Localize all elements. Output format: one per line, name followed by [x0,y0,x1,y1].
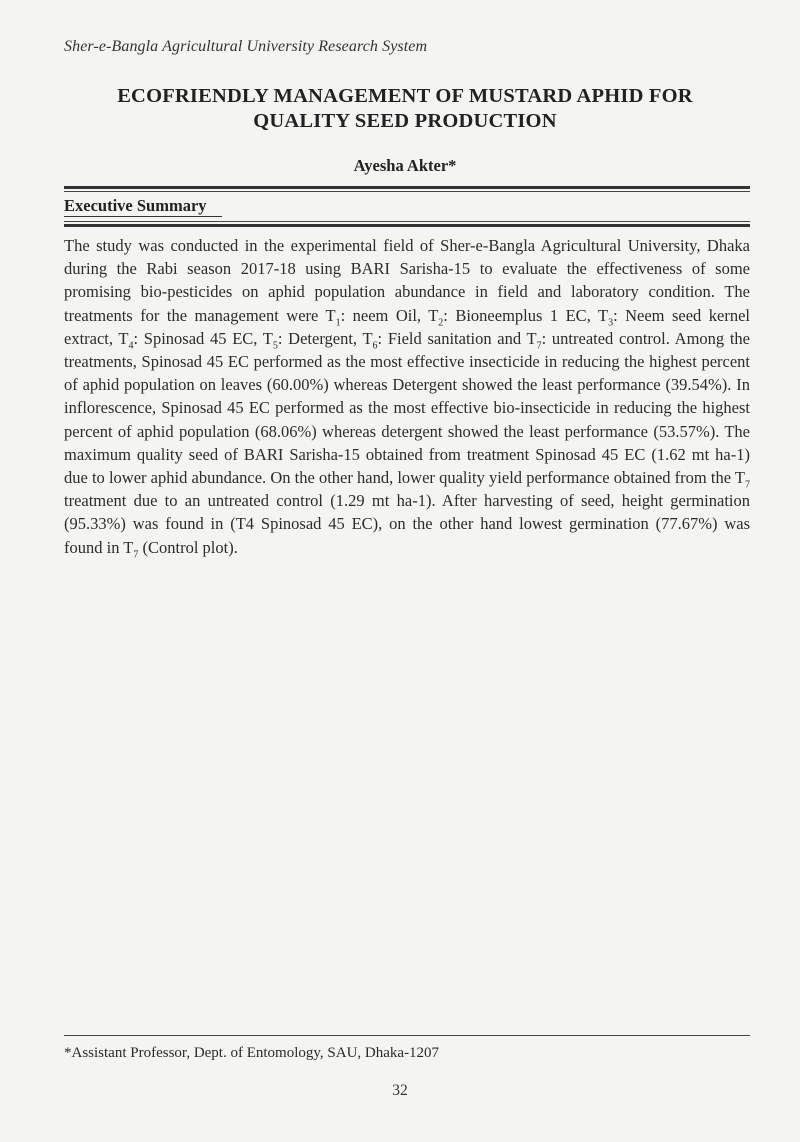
subscript: 7 [133,548,139,560]
summary-text: (Control plot). [138,537,238,557]
summary-text: : untreated control. Among the treatments, Spinosad 45 EC performed as the most effective insecticide in reducing the highest percent of aphid population on leaves (60.00%) whereas Detergent showed the least performance (39.54%). In inflorescence, Spinosad 45 EC performed as the most effective bio-insecticide in reducing the highest percent of aphid population (68.06%) whereas detergent showed the least performance (53.57%). The maximum quality seed of BARI Sarisha-15 obtained from treatment Spinosad 45 EC (1.62 mt ha-1) due to lower aphid abundance. On the other hand, lower quality yield performance obtained from the T [64,328,751,488]
subscript: 7 [536,340,542,352]
summary-text: : Spinosad 45 EC, T [133,328,273,348]
footnote: *Assistant Professor, Dept. of Entomology, SAU, Dhaka-1207 [64,1045,440,1061]
summary-text: : neem Oil, T [340,305,439,325]
footnote-rule [64,1035,750,1036]
section-heading-underline [64,216,222,217]
summary-text: : Detergent, T [277,328,373,348]
subscript: 2 [438,316,444,328]
summary-text: : Neem seed kernel extract, T [64,305,750,348]
page-number: 32 [392,1082,408,1099]
author-name: Ayesha Akter* [353,156,457,175]
subscript: 3 [608,316,614,328]
summary-text: The study was conducted in the experimental field of Sher-e-Bangla Agricultural University, Dhaka during the Rabi season 2017-18 using BARI Sarisha-15 to evaluate the effectiveness of some promising bio-pesticides on aphid population abundance in field and laboratory condition. The treatments for the management were T [64,236,750,325]
header-rule-top [64,186,750,189]
subscript: 1 [335,316,341,328]
article-title-line-2: QUALITY SEED PRODUCTION [253,110,557,132]
subscript: 5 [272,340,278,352]
summary-text: : Field sanitation and T [377,328,537,348]
subscript: 4 [128,340,134,352]
summary-text: treatment due to an untreated control (1.29 mt ha-1). After harvesting of seed, height germination (95.33%) was found in (T4 Spinosad 45 EC), on the other hand lowest germination (77.67%) was found in T [64,491,750,557]
article-title-line-1: ECOFRIENDLY MANAGEMENT OF MUSTARD APHID FOR [117,85,693,107]
header-rule-bottom [64,224,750,227]
running-header: Sher-e-Bangla Agricultural University Research System [64,38,428,55]
executive-summary-body [64,234,750,559]
header-rule-top-thin [64,191,750,192]
section-heading: Executive Summary [64,196,207,215]
subscript: 6 [372,340,378,352]
article-title [60,84,750,134]
summary-text: : Bioneemplus 1 EC, T [443,305,609,325]
subscript: 7 [745,479,750,491]
header-rule-bottom-thin [64,221,750,222]
summary-paragraph [64,234,750,559]
